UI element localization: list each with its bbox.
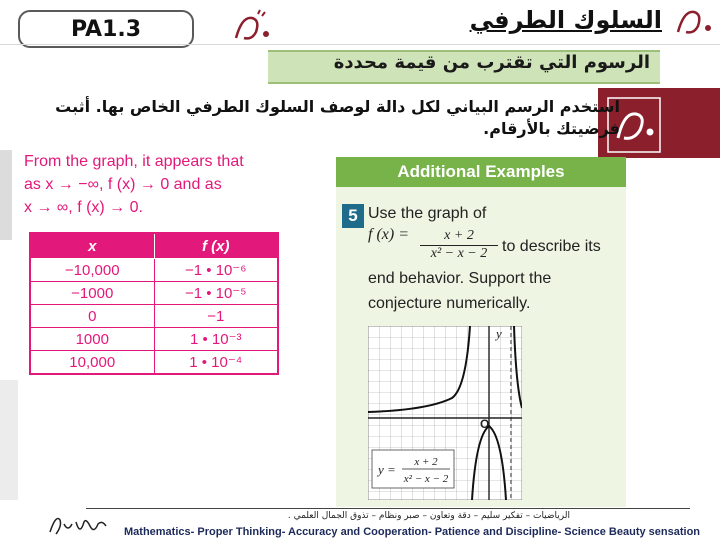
values-table xyxy=(29,232,279,375)
example-text: conjecture numerically. xyxy=(368,295,531,312)
function-fraction xyxy=(420,228,498,262)
page-title: السلوك الطرفي xyxy=(469,6,662,34)
function-label: f (x) = xyxy=(368,226,409,243)
table-cell: −10,000 xyxy=(30,259,154,282)
example-number: 5 xyxy=(342,204,364,228)
table-cell: −1 xyxy=(154,305,278,328)
column-header: x xyxy=(30,233,154,259)
answer-text xyxy=(24,150,324,219)
example-text: Use the graph of xyxy=(368,205,487,222)
y-axis-label: y xyxy=(496,326,502,341)
table-row xyxy=(30,305,278,328)
example-header: Additional Examples xyxy=(336,157,626,187)
left-decoration xyxy=(0,150,12,240)
example-text: end behavior. Support the xyxy=(368,270,552,287)
table-cell: −1 • 10⁻⁶ xyxy=(154,259,278,282)
equation-denominator: x² − x − 2 xyxy=(403,473,449,485)
fraction-denominator: x² − x − 2 xyxy=(430,246,488,261)
table-row xyxy=(30,282,278,305)
subtitle-text: الرسوم التي تقترب من قيمة محددة xyxy=(333,52,650,73)
table-cell: −1 • 10⁻⁵ xyxy=(154,282,278,305)
table-cell: 1 • 10⁻³ xyxy=(154,328,278,351)
table-cell: 10,000 xyxy=(30,351,154,375)
table-cell: 1000 xyxy=(30,328,154,351)
table-header-row xyxy=(30,233,278,259)
answer-line: as x → −∞, f (x) → 0 and as xyxy=(24,176,222,193)
lesson-code: PA1.3 xyxy=(18,10,194,48)
example-text: to describe its xyxy=(502,238,601,255)
header-divider xyxy=(0,44,720,45)
logo-icon xyxy=(672,2,716,42)
equation-lhs: y = xyxy=(378,462,396,477)
signature-icon xyxy=(46,512,120,538)
table-cell: 1 • 10⁻⁴ xyxy=(154,351,278,375)
equation-numerator: x + 2 xyxy=(414,456,438,468)
table-row xyxy=(30,351,278,375)
table-cell: 0 xyxy=(30,305,154,328)
table-row xyxy=(30,259,278,282)
table-row xyxy=(30,328,278,351)
logo-icon xyxy=(230,8,274,48)
table-cell: −1000 xyxy=(30,282,154,305)
left-decoration xyxy=(0,380,18,500)
instruction-text: استخدم الرسم البياني لكل دالة لوصف السلوك الطرفي الخاص بها. أثبت فرضيتك بالأرقام. xyxy=(55,97,620,138)
answer-line: From the graph, it appears that xyxy=(24,153,244,170)
fraction-numerator: x + 2 xyxy=(420,228,498,246)
column-header: f (x) xyxy=(154,233,278,259)
origin-label: O xyxy=(480,417,490,431)
footer-divider xyxy=(86,508,690,509)
function-graph xyxy=(368,326,522,500)
answer-line: x → ∞, f (x) → 0. xyxy=(24,199,143,216)
footer-english: Mathematics- Proper Thinking- Accuracy and Cooperation- Patience and Discipline- Science Beauty sensation xyxy=(124,526,701,538)
footer-arabic: الرياضيات – تفكير سليم – دقة وتعاون – صبر ونظام – تذوق الجمال العلمي . xyxy=(287,511,570,521)
